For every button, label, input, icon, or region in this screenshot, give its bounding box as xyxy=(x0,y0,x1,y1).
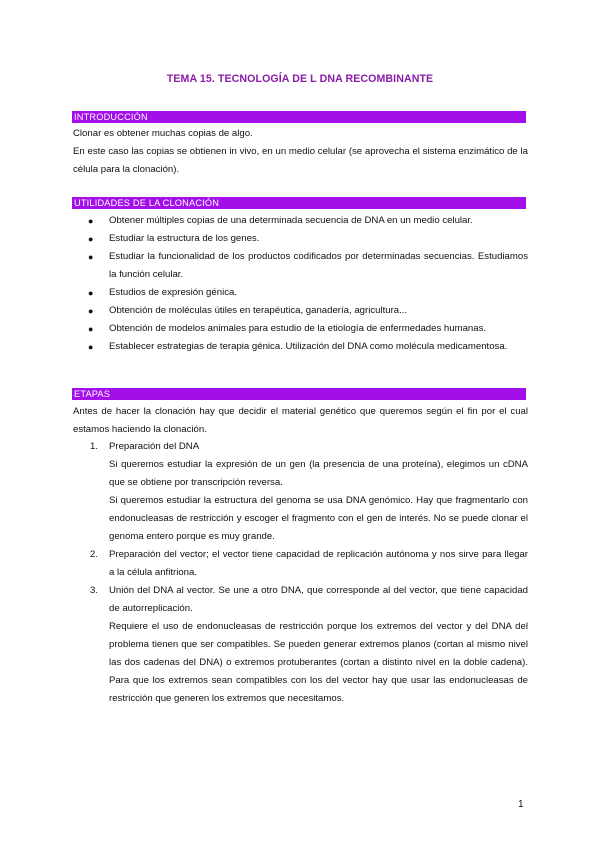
step-title: Unión del DNA al vector. Se une a otro DNA, que corresponde al del vector, que tiene capacidad de autorreplicación. xyxy=(109,585,528,614)
step-title: Preparación del DNA xyxy=(109,441,200,452)
step-title: Preparación del vector; el vector tiene capacidad de replicación autónoma y nos sirve para llegar a la célula anfitriona. xyxy=(109,549,528,578)
bullet-icon: ● xyxy=(88,324,94,334)
page-title: TEMA 15. TECNOLOGÍA DE L DNA RECOMBINANTE xyxy=(166,73,434,85)
page-number: 1 xyxy=(518,799,524,810)
bullet-icon: ● xyxy=(88,216,94,226)
list-item: ● Obtención de modelos animales para estudio de la etiología de enfermedades humanas. xyxy=(88,320,528,338)
bullet-icon: ● xyxy=(88,234,94,244)
step-number: 1. xyxy=(90,441,99,452)
bullet-icon: ● xyxy=(88,306,94,316)
intro-paragraph-2: En este caso las copias se obtienen in vivo, en un medio celular (se aprovecha el sistema enzimático de la célula para la clonación). xyxy=(73,146,528,175)
list-item: ● Estudiar la funcionalidad de los productos codificados por determinadas secuencias. Estudiamos la función celular. xyxy=(88,248,528,284)
step-item xyxy=(90,582,528,708)
bullet-icon: ● xyxy=(88,288,94,298)
step-paragraph: Si queremos estudiar la estructura del genoma se usa DNA genómico. Hay que fragmentarlo con endonucleasas de restricción y escoger el fragmento con el gen de interés. No se puede clonar el genoma entero porque es muy grande. xyxy=(109,495,528,542)
step-number: 2. xyxy=(90,549,99,560)
step-item xyxy=(90,546,528,582)
bullet-icon: ● xyxy=(88,342,94,352)
step-number: 3. xyxy=(90,585,99,596)
step-paragraph: Si queremos estudiar la expresión de un gen (la presencia de una proteína), elegimos un cDNA que se obtiene por transcripción reversa. xyxy=(109,459,528,488)
list-item: ● Obtener múltiples copias de una determinada secuencia de DNA en un medio celular. xyxy=(88,212,528,230)
etapas-intro: Antes de hacer la clonación hay que decidir el material genético que queremos según el fin por el cual estamos haciendo la clonación. xyxy=(73,406,528,435)
step-paragraph: Requiere el uso de endonucleasas de restricción porque los extremos del vector y del DNA del problema tienen que ser compatibles. Se pueden generar extremos planos (cortan al mismo nivel las dos cadenas del DNA) o extremos protuberantes (cortan a distinto nivel en la doble cadena). Para que los extremos sean compatibles con los del vector hay que usar las endonucleasas de restricción que generen los extremos que necesitamos. xyxy=(109,621,528,704)
section-heading-etapas: ETAPAS xyxy=(72,388,526,400)
utilidades-list xyxy=(88,212,528,356)
list-item: ● Obtención de moléculas útiles en terapéutica, ganadería, agricultura... xyxy=(88,302,528,320)
intro-paragraph-1: Clonar es obtener muchas copias de algo. xyxy=(73,128,253,139)
section-heading-utilidades: UTILIDADES DE LA CLONACIÓN xyxy=(72,197,526,209)
list-item: ● Estudios de expresión génica. xyxy=(88,284,528,302)
section-heading-introduccion: INTRODUCCIÓN xyxy=(72,111,526,123)
bullet-icon: ● xyxy=(88,252,94,262)
list-item: ● Estudiar la estructura de los genes. xyxy=(88,230,528,248)
etapas-steps xyxy=(90,438,528,708)
step-item xyxy=(90,438,528,546)
list-item: ● Establecer estrategias de terapia génica. Utilización del DNA como molécula medicamentosa. xyxy=(88,338,528,356)
